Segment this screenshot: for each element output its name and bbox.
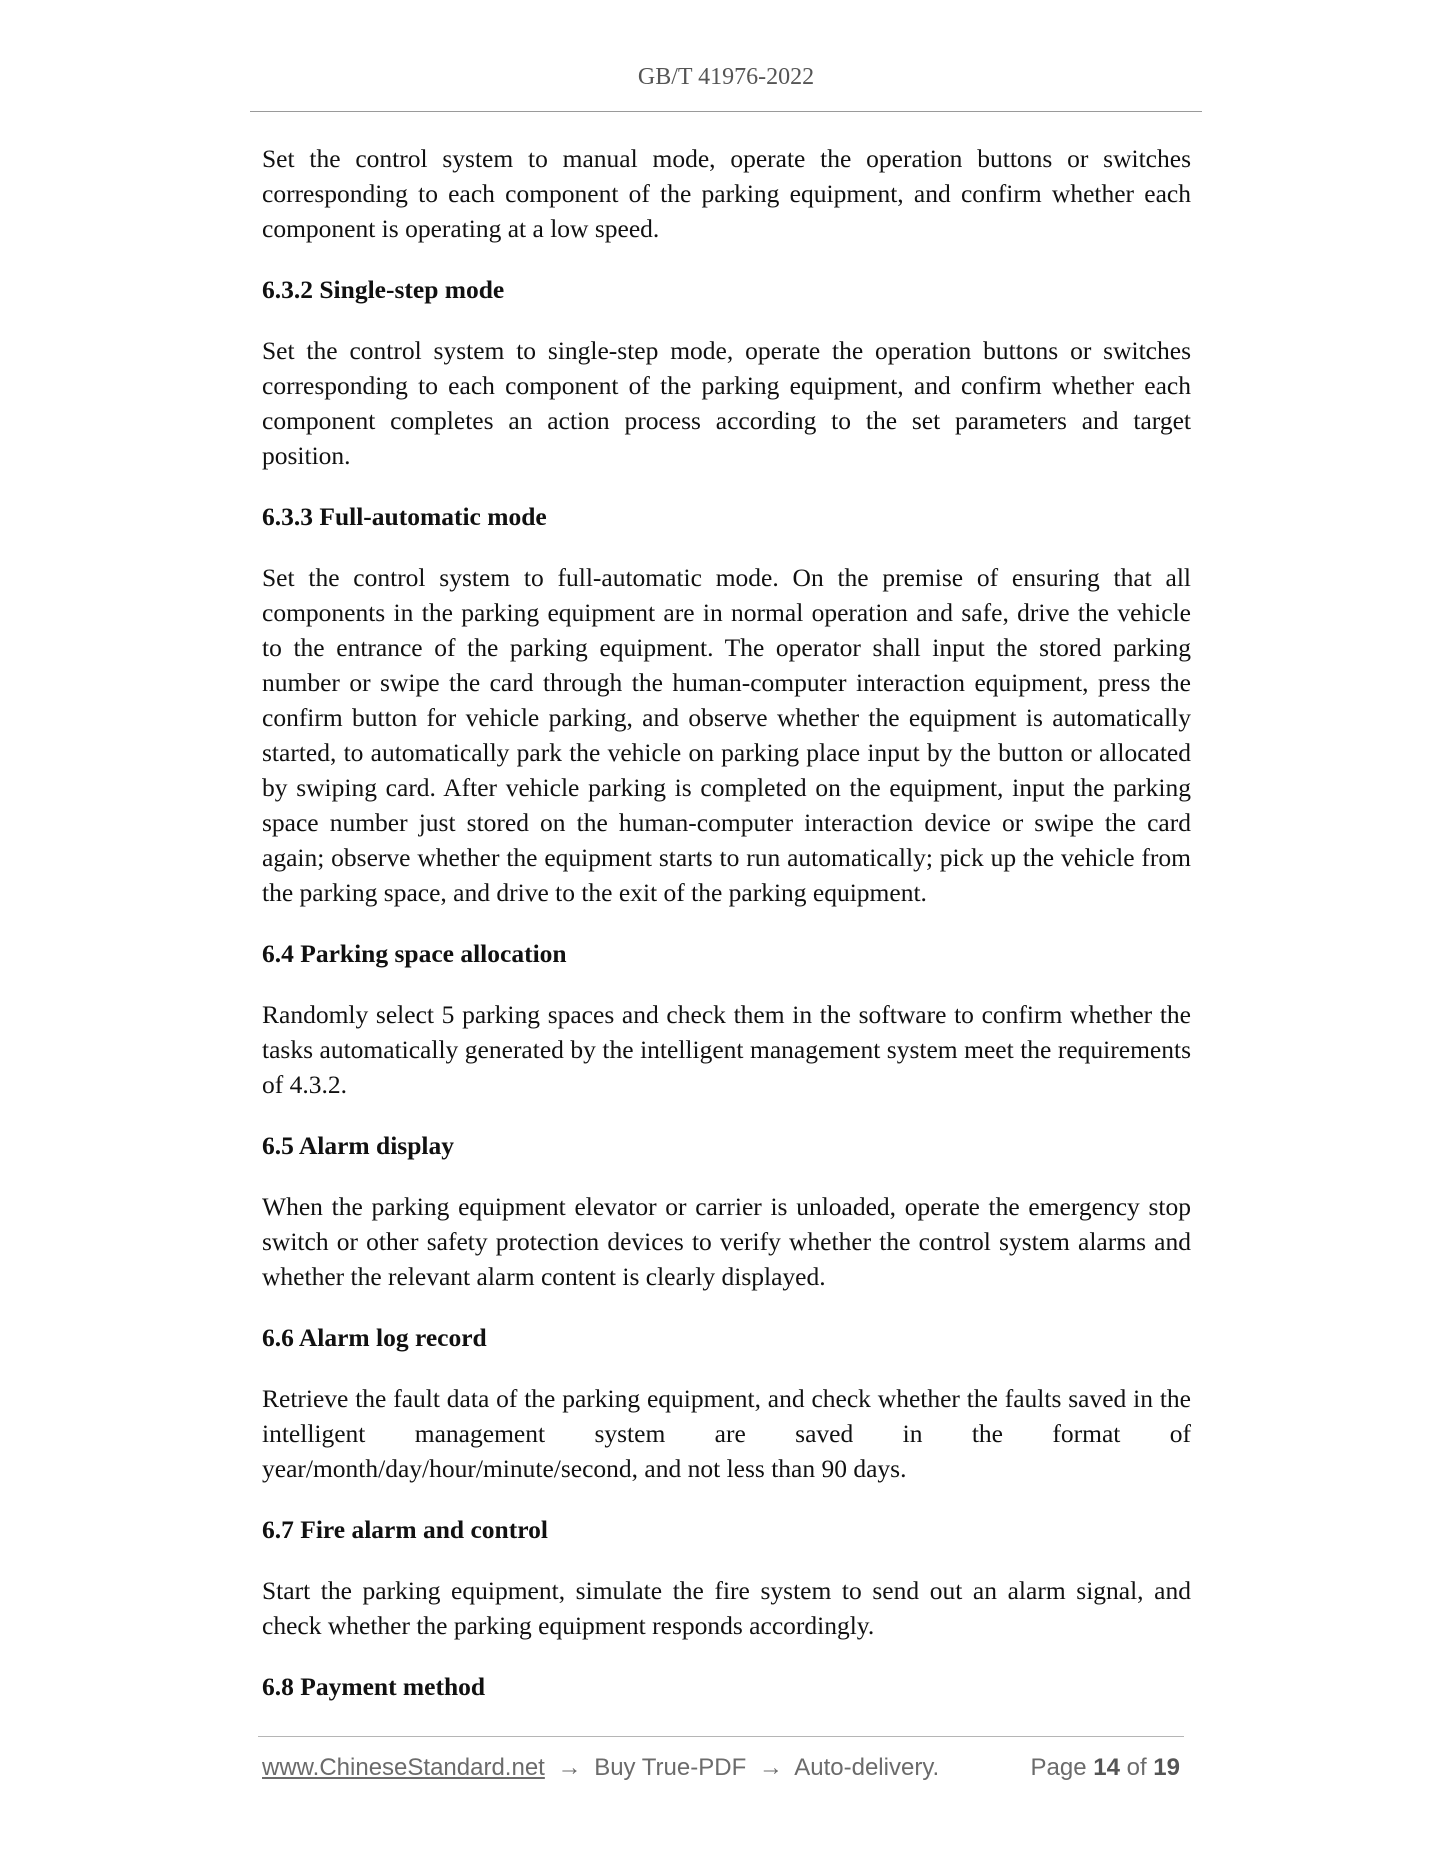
section-6-3-2-heading: 6.3.2 Single-step mode xyxy=(262,275,505,304)
section-6-8-heading: 6.8 Payment method xyxy=(262,1672,486,1701)
section-6-6-text: Retrieve the fault data of the parking equipment, and check whether the faults saved in the intelligent management system are saved in the format of year/month/day/hour/minute/second, and not less than 90 days. xyxy=(262,1384,1191,1483)
footer-divider xyxy=(258,1736,1184,1737)
current-page: 14 xyxy=(1093,1754,1120,1781)
section-6-7-text: Start the parking equipment, simulate the fire system to send out an alarm signal, and check whether the parking equipment responds accordingly. xyxy=(262,1576,1191,1640)
footer-promo xyxy=(262,1754,939,1782)
section-6-7-heading: 6.7 Fire alarm and control xyxy=(262,1515,548,1544)
section-6-4-heading: 6.4 Parking space allocation xyxy=(262,939,567,968)
section-6-6-heading: 6.6 Alarm log record xyxy=(262,1323,487,1352)
site-link[interactable]: www.ChineseStandard.net xyxy=(262,1754,545,1781)
page-header: GB/T 41976-2022 xyxy=(637,64,815,90)
section-6-5-text: When the parking equipment elevator or carrier is unloaded, operate the emergency stop switch or other safety protection devices to verify whether the control system alarms and whether the relevant alarm content is clearly displayed. xyxy=(262,1192,1191,1291)
of-label: of xyxy=(1126,1754,1147,1781)
arrow-right-icon: → xyxy=(758,1754,783,1781)
section-6-3-3-heading: 6.3.3 Full-automatic mode xyxy=(262,502,547,531)
section-6-3-2-text: Set the control system to single-step mode, operate the operation buttons or switches corresponding to each component of the parking equipment, and confirm whether each component completes an action process according to the set parameters and target position. xyxy=(262,336,1191,470)
total-pages: 19 xyxy=(1153,1754,1180,1781)
document-body xyxy=(262,141,1191,1730)
arrow-right-icon: → xyxy=(557,1754,582,1781)
intro-paragraph: Set the control system to manual mode, operate the operation buttons or switches corresponding to each component of the parking equipment, and confirm whether each component is operating at a low speed. xyxy=(262,144,1191,243)
section-6-4-text: Randomly select 5 parking spaces and check them in the software to confirm whether the tasks automatically generated by the intelligent management system meet the requirements of 4.3.2. xyxy=(262,1000,1191,1099)
section-6-3-3-text: Set the control system to full-automatic mode. On the premise of ensuring that all components in the parking equipment are in normal operation and safe, drive the vehicle to the entrance of the parking equipment. The operator shall input the stored parking number or swipe the card through the human-computer interaction equipment, press the confirm button for vehicle parking, and observe whether the equipment is automatically started, to automatically park the vehicle on parking place input by the button or allocated by swiping card. After vehicle parking is completed on the equipment, input the parking space number just stored on the human-computer interaction device or swipe the card again; observe whether the equipment starts to run automatically; pick up the vehicle from the parking space, and drive to the exit of the parking equipment. xyxy=(262,563,1191,907)
section-6-5-heading: 6.5 Alarm display xyxy=(262,1131,454,1160)
page-label: Page xyxy=(1030,1754,1087,1781)
page-number xyxy=(1031,1754,1181,1782)
page-footer xyxy=(262,1754,1182,1790)
buy-pdf-text: Buy True-PDF xyxy=(594,1754,747,1781)
auto-delivery-text: Auto-delivery. xyxy=(794,1754,940,1781)
header-divider xyxy=(250,111,1202,112)
